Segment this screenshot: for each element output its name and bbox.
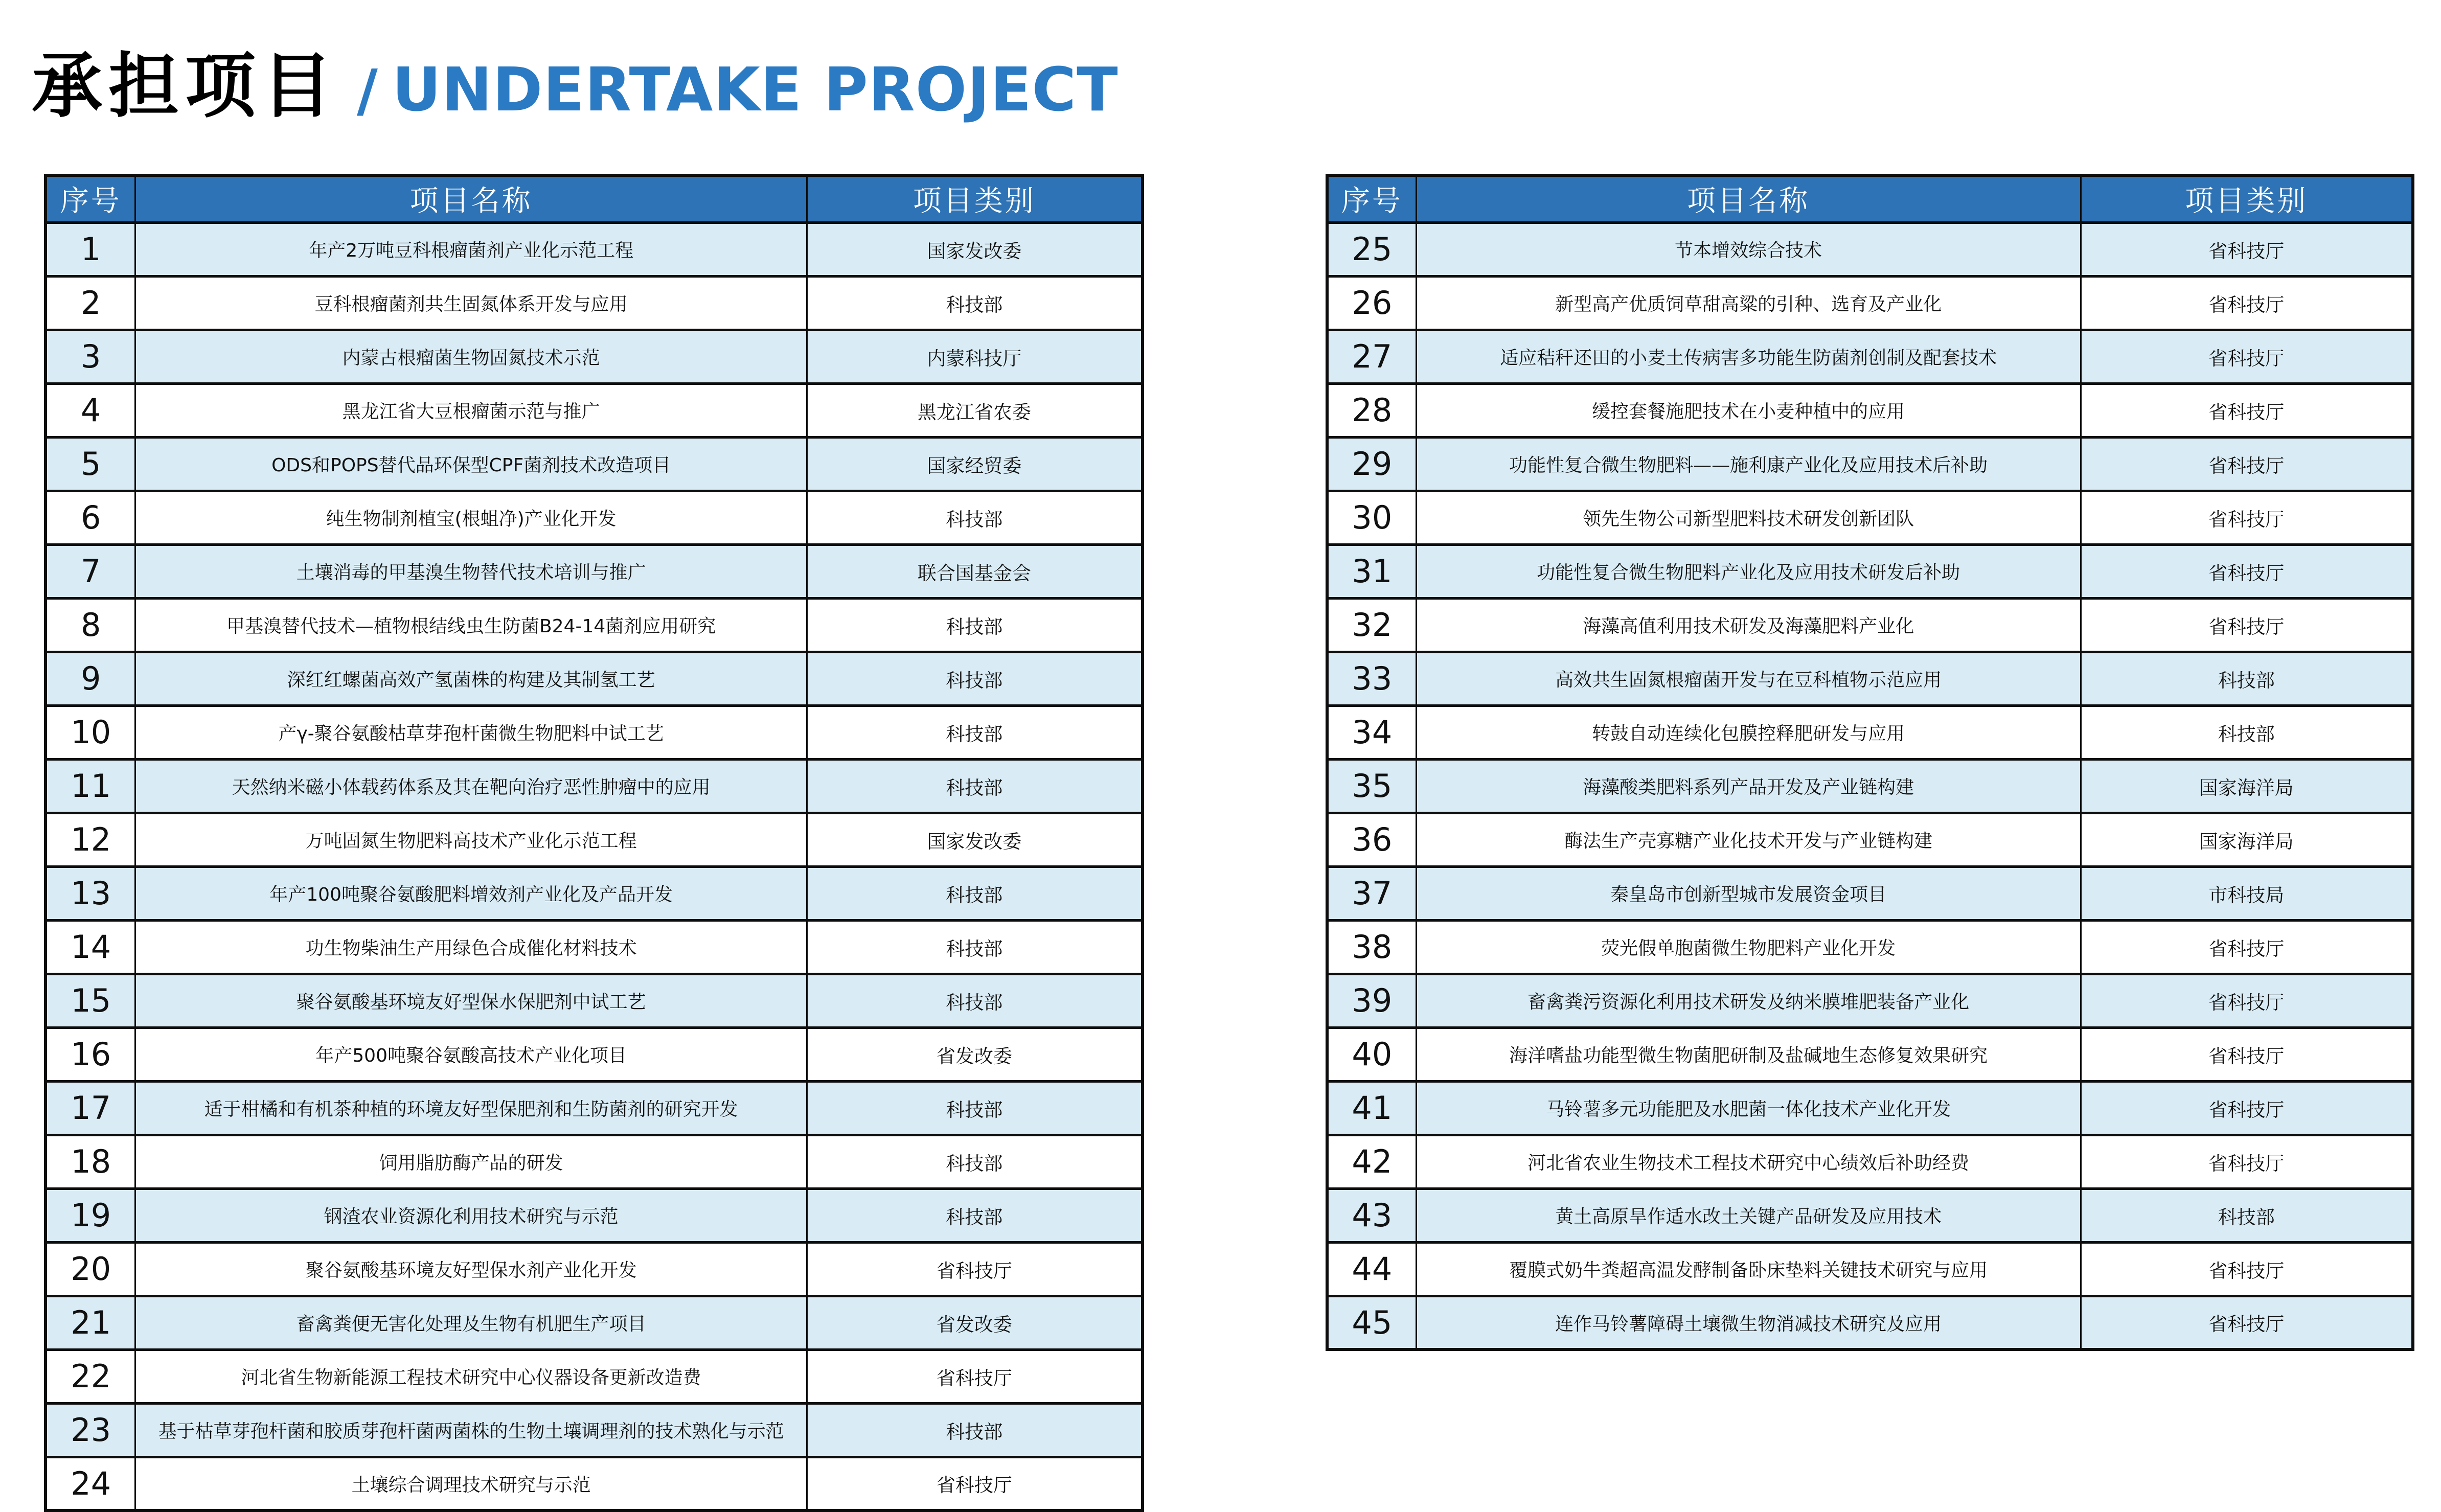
project-name-cell: 海洋嗜盐功能型微生物菌肥研制及盐碱地生态修复效果研究 [1416, 1027, 2081, 1081]
row-number-cell: 5 [45, 437, 135, 491]
table-row [45, 1081, 1143, 1135]
table-row [45, 813, 1143, 866]
row-number-cell: 45 [1327, 1296, 1416, 1349]
table-row [1327, 705, 2413, 759]
project-category-cell: 科技部 [807, 1135, 1143, 1188]
project-category-cell: 科技部 [807, 866, 1143, 920]
column-header-project-category: 项目类别 [807, 175, 1143, 222]
table-row [45, 276, 1143, 330]
project-name-cell: 内蒙古根瘤菌生物固氮技术示范 [135, 330, 807, 383]
project-name-cell: 新型高产优质饲草甜高粱的引种、选育及产业化 [1416, 276, 2081, 330]
row-number-cell: 24 [45, 1457, 135, 1510]
table-row [1327, 920, 2413, 974]
project-category-cell: 省发改委 [807, 1027, 1143, 1081]
row-number-cell: 40 [1327, 1027, 1416, 1081]
project-name-cell: 高效共生固氮根瘤菌开发与在豆科植物示范应用 [1416, 652, 2081, 705]
project-name-cell: 年产100吨聚谷氨酸肥料增效剂产业化及产品开发 [135, 866, 807, 920]
project-category-cell: 省科技厅 [2081, 276, 2413, 330]
project-name-cell: 功生物柴油生产用绿色合成催化材料技术 [135, 920, 807, 974]
project-category-cell: 科技部 [807, 705, 1143, 759]
table-row [45, 383, 1143, 437]
project-category-cell: 省科技厅 [2081, 437, 2413, 491]
project-name-cell: 万吨固氮生物肥料高技术产业化示范工程 [135, 813, 807, 866]
project-category-cell: 省科技厅 [2081, 1242, 2413, 1296]
project-name-cell: 河北省生物新能源工程技术研究中心仪器设备更新改造费 [135, 1349, 807, 1403]
project-category-cell: 科技部 [807, 1081, 1143, 1135]
table-row [1327, 866, 2413, 920]
table-row [1327, 491, 2413, 544]
project-name-cell: 土壤消毒的甲基溴生物替代技术培训与推广 [135, 544, 807, 598]
project-category-cell: 联合国基金会 [807, 544, 1143, 598]
table-row [45, 437, 1143, 491]
project-name-cell: 马铃薯多元功能肥及水肥菌一体化技术产业化开发 [1416, 1081, 2081, 1135]
project-category-cell: 国家海洋局 [2081, 813, 2413, 866]
project-category-cell: 科技部 [807, 598, 1143, 652]
project-name-cell: 适应秸秆还田的小麦土传病害多功能生防菌剂创制及配套技术 [1416, 330, 2081, 383]
project-name-cell: 领先生物公司新型肥料技术研发创新团队 [1416, 491, 2081, 544]
project-name-cell: 产γ-聚谷氨酸枯草芽孢杆菌微生物肥料中试工艺 [135, 705, 807, 759]
project-name-cell: 海藻高值利用技术研发及海藻肥料产业化 [1416, 598, 2081, 652]
project-name-cell: 功能性复合微生物肥料产业化及应用技术研发后补助 [1416, 544, 2081, 598]
project-category-cell: 省科技厅 [2081, 1027, 2413, 1081]
project-category-cell: 省科技厅 [807, 1242, 1143, 1296]
project-category-cell: 国家发改委 [807, 222, 1143, 276]
column-header-project-name: 项目名称 [1416, 175, 2081, 222]
project-category-cell: 黑龙江省农委 [807, 383, 1143, 437]
row-number-cell: 31 [1327, 544, 1416, 598]
column-header-no: 序号 [1327, 175, 1416, 222]
row-number-cell: 9 [45, 652, 135, 705]
table-row [45, 920, 1143, 974]
project-category-cell: 内蒙科技厅 [807, 330, 1143, 383]
project-name-cell: 深红红螺菌高效产氢菌株的构建及其制氢工艺 [135, 652, 807, 705]
table-row [45, 1242, 1143, 1296]
project-name-cell: 黑龙江省大豆根瘤菌示范与推广 [135, 383, 807, 437]
table-row [45, 1027, 1143, 1081]
table-row [1327, 437, 2413, 491]
row-number-cell: 38 [1327, 920, 1416, 974]
project-category-cell: 省科技厅 [2081, 544, 2413, 598]
table-row [1327, 1296, 2413, 1349]
project-name-cell: 转鼓自动连续化包膜控释肥研发与应用 [1416, 705, 2081, 759]
project-category-cell: 科技部 [807, 759, 1143, 813]
table-row [45, 330, 1143, 383]
project-name-cell: 饲用脂肪酶产品的研发 [135, 1135, 807, 1188]
row-number-cell: 20 [45, 1242, 135, 1296]
project-category-cell: 省发改委 [807, 1296, 1143, 1349]
table-row [45, 1349, 1143, 1403]
table-row [45, 866, 1143, 920]
row-number-cell: 32 [1327, 598, 1416, 652]
project-name-cell: 土壤综合调理技术研究与示范 [135, 1457, 807, 1510]
page-title [32, 30, 1119, 131]
table-row [45, 491, 1143, 544]
project-name-cell: 功能性复合微生物肥料——施利康产业化及应用技术后补助 [1416, 437, 2081, 491]
table-row [1327, 813, 2413, 866]
row-number-cell: 19 [45, 1188, 135, 1242]
row-number-cell: 22 [45, 1349, 135, 1403]
project-name-cell: 畜禽粪便无害化处理及生物有机肥生产项目 [135, 1296, 807, 1349]
table-body-right [1327, 222, 2413, 1349]
row-number-cell: 1 [45, 222, 135, 276]
row-number-cell: 34 [1327, 705, 1416, 759]
project-category-cell: 科技部 [2081, 705, 2413, 759]
table-row [1327, 330, 2413, 383]
project-name-cell: 荧光假单胞菌微生物肥料产业化开发 [1416, 920, 2081, 974]
project-category-cell: 科技部 [2081, 1188, 2413, 1242]
project-category-cell: 省科技厅 [2081, 1081, 2413, 1135]
table-row [45, 1457, 1143, 1510]
project-name-cell: 天然纳米磁小体载药体系及其在靶向治疗恶性肿瘤中的应用 [135, 759, 807, 813]
row-number-cell: 28 [1327, 383, 1416, 437]
project-category-cell: 国家经贸委 [807, 437, 1143, 491]
project-category-cell: 省科技厅 [2081, 920, 2413, 974]
table-row [1327, 759, 2413, 813]
row-number-cell: 23 [45, 1403, 135, 1457]
project-name-cell: 酶法生产壳寡糖产业化技术开发与产业链构建 [1416, 813, 2081, 866]
project-category-cell: 省科技厅 [2081, 491, 2413, 544]
project-category-cell: 科技部 [807, 652, 1143, 705]
project-name-cell: 纯生物制剂植宝(根蛆净)产业化开发 [135, 491, 807, 544]
row-number-cell: 11 [45, 759, 135, 813]
project-category-cell: 省科技厅 [2081, 222, 2413, 276]
row-number-cell: 21 [45, 1296, 135, 1349]
project-category-cell: 科技部 [2081, 652, 2413, 705]
project-name-cell: 基于枯草芽孢杆菌和胶质芽孢杆菌两菌株的生物土壤调理剂的技术熟化与示范 [135, 1403, 807, 1457]
table-row [45, 1296, 1143, 1349]
row-number-cell: 39 [1327, 974, 1416, 1027]
row-number-cell: 37 [1327, 866, 1416, 920]
project-name-cell: 聚谷氨酸基环境友好型保水保肥剂中试工艺 [135, 974, 807, 1027]
table-row [45, 1135, 1143, 1188]
project-name-cell: ODS和POPS替代品环保型CPF菌剂技术改造项目 [135, 437, 807, 491]
row-number-cell: 15 [45, 974, 135, 1027]
table-row [45, 974, 1143, 1027]
project-category-cell: 省科技厅 [807, 1349, 1143, 1403]
project-category-cell: 国家海洋局 [2081, 759, 2413, 813]
row-number-cell: 41 [1327, 1081, 1416, 1135]
project-category-cell: 省科技厅 [2081, 974, 2413, 1027]
table-row [1327, 974, 2413, 1027]
table-row [45, 1403, 1143, 1457]
row-number-cell: 8 [45, 598, 135, 652]
project-category-cell: 科技部 [807, 276, 1143, 330]
project-category-cell: 科技部 [807, 1403, 1143, 1457]
row-number-cell: 10 [45, 705, 135, 759]
undertake-project-table-right [1326, 174, 2414, 1351]
table-row [45, 544, 1143, 598]
table-row [1327, 1081, 2413, 1135]
table-row [1327, 1135, 2413, 1188]
page-title-zh: 承担项目 [32, 45, 339, 127]
table-row [45, 652, 1143, 705]
row-number-cell: 16 [45, 1027, 135, 1081]
column-header-project-name: 项目名称 [135, 175, 807, 222]
project-category-cell: 省科技厅 [2081, 330, 2413, 383]
row-number-cell: 14 [45, 920, 135, 974]
project-category-cell: 省科技厅 [2081, 383, 2413, 437]
column-header-project-category: 项目类别 [2081, 175, 2413, 222]
table-header [45, 175, 1143, 222]
row-number-cell: 29 [1327, 437, 1416, 491]
row-number-cell: 43 [1327, 1188, 1416, 1242]
project-name-cell: 河北省农业生物技术工程技术研究中心绩效后补助经费 [1416, 1135, 2081, 1188]
project-name-cell: 连作马铃薯障碍土壤微生物消减技术研究及应用 [1416, 1296, 2081, 1349]
page-title-en: UNDERTAKE PROJECT [392, 54, 1119, 125]
project-name-cell: 豆科根瘤菌剂共生固氮体系开发与应用 [135, 276, 807, 330]
table-row [1327, 652, 2413, 705]
table-row [1327, 1242, 2413, 1296]
row-number-cell: 4 [45, 383, 135, 437]
project-category-cell: 科技部 [807, 974, 1143, 1027]
row-number-cell: 12 [45, 813, 135, 866]
table-header [1327, 175, 2413, 222]
project-category-cell: 省科技厅 [2081, 598, 2413, 652]
project-name-cell: 年产500吨聚谷氨酸高技术产业化项目 [135, 1027, 807, 1081]
table-row [1327, 544, 2413, 598]
row-number-cell: 2 [45, 276, 135, 330]
project-category-cell: 省科技厅 [807, 1457, 1143, 1510]
table-row [1327, 222, 2413, 276]
project-category-cell: 国家发改委 [807, 813, 1143, 866]
row-number-cell: 30 [1327, 491, 1416, 544]
project-name-cell: 钢渣农业资源化利用技术研究与示范 [135, 1188, 807, 1242]
table-row [1327, 1027, 2413, 1081]
undertake-project-table-left [44, 174, 1144, 1512]
row-number-cell: 44 [1327, 1242, 1416, 1296]
column-header-no: 序号 [45, 175, 135, 222]
row-number-cell: 35 [1327, 759, 1416, 813]
project-name-cell: 秦皇岛市创新型城市发展资金项目 [1416, 866, 2081, 920]
table-header-row [45, 175, 1143, 222]
table-row [45, 705, 1143, 759]
project-name-cell: 畜禽粪污资源化利用技术研发及纳米膜堆肥装备产业化 [1416, 974, 2081, 1027]
project-name-cell: 节本增效综合技术 [1416, 222, 2081, 276]
table-row [1327, 383, 2413, 437]
project-category-cell: 市科技局 [2081, 866, 2413, 920]
project-name-cell: 甲基溴替代技术—植物根结线虫生防菌B24-14菌剂应用研究 [135, 598, 807, 652]
table-row [45, 1188, 1143, 1242]
table-row [45, 598, 1143, 652]
project-category-cell: 省科技厅 [2081, 1296, 2413, 1349]
project-category-cell: 科技部 [807, 920, 1143, 974]
row-number-cell: 26 [1327, 276, 1416, 330]
project-name-cell: 覆膜式奶牛粪超高温发酵制备卧床垫料关键技术研究与应用 [1416, 1242, 2081, 1296]
row-number-cell: 27 [1327, 330, 1416, 383]
table-header-row [1327, 175, 2413, 222]
row-number-cell: 33 [1327, 652, 1416, 705]
row-number-cell: 18 [45, 1135, 135, 1188]
row-number-cell: 17 [45, 1081, 135, 1135]
project-name-cell: 缓控套餐施肥技术在小麦种植中的应用 [1416, 383, 2081, 437]
project-name-cell: 黄土高原旱作适水改土关键产品研发及应用技术 [1416, 1188, 2081, 1242]
project-category-cell: 省科技厅 [2081, 1135, 2413, 1188]
row-number-cell: 42 [1327, 1135, 1416, 1188]
row-number-cell: 6 [45, 491, 135, 544]
project-name-cell: 年产2万吨豆科根瘤菌剂产业化示范工程 [135, 222, 807, 276]
row-number-cell: 25 [1327, 222, 1416, 276]
project-name-cell: 海藻酸类肥料系列产品开发及产业链构建 [1416, 759, 2081, 813]
page-title-separator: / [357, 58, 378, 124]
project-name-cell: 聚谷氨酸基环境友好型保水剂产业化开发 [135, 1242, 807, 1296]
row-number-cell: 13 [45, 866, 135, 920]
row-number-cell: 36 [1327, 813, 1416, 866]
row-number-cell: 3 [45, 330, 135, 383]
table-row [1327, 276, 2413, 330]
project-category-cell: 科技部 [807, 491, 1143, 544]
table-row [45, 222, 1143, 276]
row-number-cell: 7 [45, 544, 135, 598]
project-category-cell: 科技部 [807, 1188, 1143, 1242]
table-row [1327, 598, 2413, 652]
project-name-cell: 适于柑橘和有机茶种植的环境友好型保肥剂和生防菌剂的研究开发 [135, 1081, 807, 1135]
table-row [45, 759, 1143, 813]
table-body-left [45, 222, 1143, 1510]
table-row [1327, 1188, 2413, 1242]
